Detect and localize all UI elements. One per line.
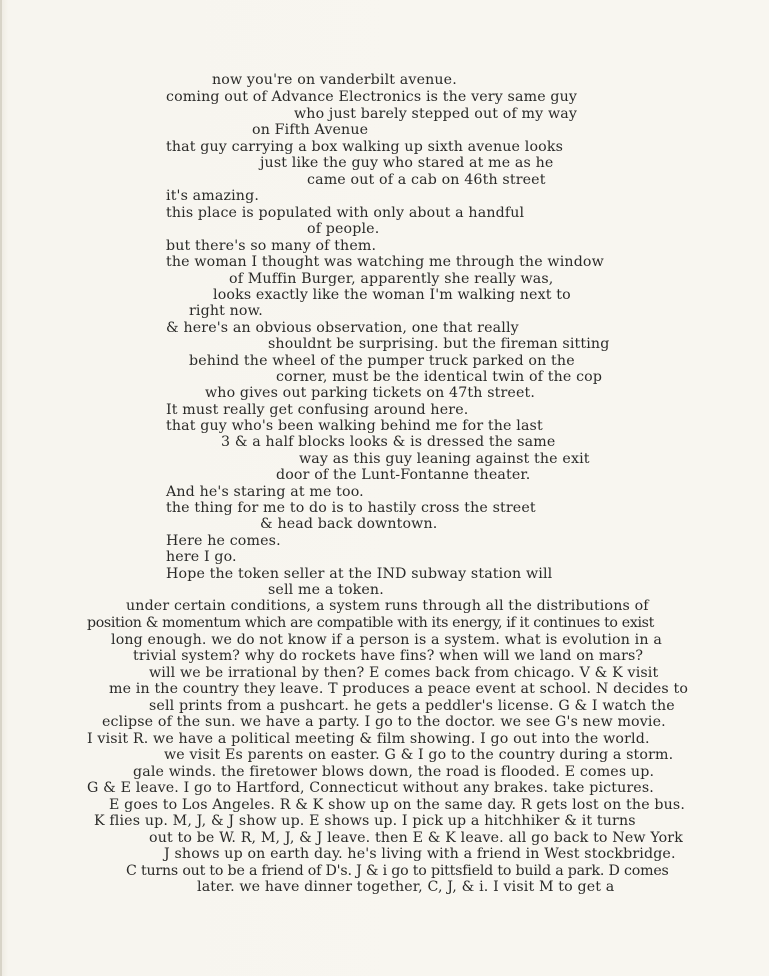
poem-line: on Fifth Avenue (252, 122, 369, 138)
poem-line: just like the guy who stared at me as he (260, 155, 554, 171)
prose-line: C turns out to be a friend of D's. J & i go to pittsfield to build a park. D comes (126, 863, 669, 879)
poem-line: & head back downtown. (260, 516, 438, 532)
poem-line: the woman I thought was watching me through the window (166, 254, 604, 270)
prose-line: will we be irrational by then? E comes back from chicago. V & K visit (149, 665, 659, 681)
prose-line: gale winds. the firetower blows down, the road is flooded. E comes up. (133, 764, 655, 780)
prose-line: sell prints from a pushcart. he gets a peddler's license. G & I watch the (149, 698, 675, 714)
prose-line: me in the country they leave. T produces a peace event at school. N decides to (109, 681, 689, 697)
poem-line: who just barely stepped out of my way (294, 106, 578, 122)
poem-line: It must really get confusing around here. (166, 402, 469, 418)
prose-line: out to be W. R, M, J, & J leave. then E & K leave. all go back to New York (149, 830, 683, 846)
poem-line: came out of a cab on 46th street (307, 172, 546, 188)
poem-line: And he's staring at me too. (166, 484, 364, 500)
prose-line: E goes to Los Angeles. R & K show up on the same day. R gets lost on the bus. (109, 797, 686, 813)
poem-line: here I go. (166, 549, 237, 565)
poem-line: looks exactly like the woman I'm walking next to (213, 287, 571, 303)
poem-line: of Muffin Burger, apparently she really was, (229, 271, 554, 287)
prose-line: eclipse of the sun. we have a party. I go to the doctor. we see G's new movie. (102, 714, 666, 730)
poem-line: 3 & a half blocks looks & is dressed the same (221, 434, 556, 450)
prose-line: trivial system? why do rockets have fins? when will we land on mars? (133, 648, 644, 664)
poem-line: of people. (307, 221, 380, 237)
prose-line: position & momentum which are compatible with its energy, if it continues to exist (87, 615, 654, 631)
poem-line: it's amazing. (166, 188, 259, 204)
poem-line: door of the Lunt-Fontanne theater. (276, 467, 531, 483)
prose-line: we visit Es parents on easter. G & I go to the country during a storm. (164, 747, 674, 763)
poem-line: way as this guy leaning against the exit (299, 451, 590, 467)
poem-line: now you're on vanderbilt avenue. (212, 72, 457, 88)
prose-line: long enough. we do not know if a person is a system. what is evolution in a (111, 632, 662, 648)
poem-line: shouldnt be surprising. but the fireman sitting (268, 336, 610, 352)
poem-line: right now. (189, 303, 263, 319)
poem-line: Here he comes. (166, 533, 281, 549)
prose-line: under certain conditions, a system runs through all the distributions of (126, 598, 649, 614)
prose-line: J shows up on earth day. he's living with a friend in West stockbridge. (164, 846, 676, 862)
poem-line: coming out of Advance Electronics is the very same guy (166, 89, 578, 105)
poem-line: this place is populated with only about a handful (166, 205, 525, 221)
poem-line: that guy who's been walking behind me for the last (166, 418, 543, 434)
prose-line: G & E leave. I go to Hartford, Connecticut without any brakes. take pictures. (87, 780, 654, 796)
poem-line: the thing for me to do is to hastily cross the street (166, 500, 536, 516)
poem-line: sell me a token. (268, 582, 384, 598)
poem-line: corner, must be the identical twin of the cop (276, 369, 603, 385)
poem-line: who gives out parking tickets on 47th street. (205, 385, 536, 401)
prose-line: later. we have dinner together, C, J, & i. I visit M to get a (197, 879, 615, 895)
poem-line: & here's an obvious observation, one that really (166, 320, 519, 336)
poem-line: Hope the token seller at the IND subway station will (166, 566, 553, 582)
poem-line: behind the wheel of the pumper truck parked on the (189, 353, 575, 369)
poem-line: but there's so many of them. (166, 238, 377, 254)
prose-line: K flies up. M, J, & J show up. E shows up. I pick up a hitchhiker & it turns (94, 813, 636, 829)
poem-line: that guy carrying a box walking up sixth avenue looks (166, 139, 564, 155)
prose-line: I visit R. we have a political meeting & film showing. I go out into the world. (87, 731, 650, 747)
